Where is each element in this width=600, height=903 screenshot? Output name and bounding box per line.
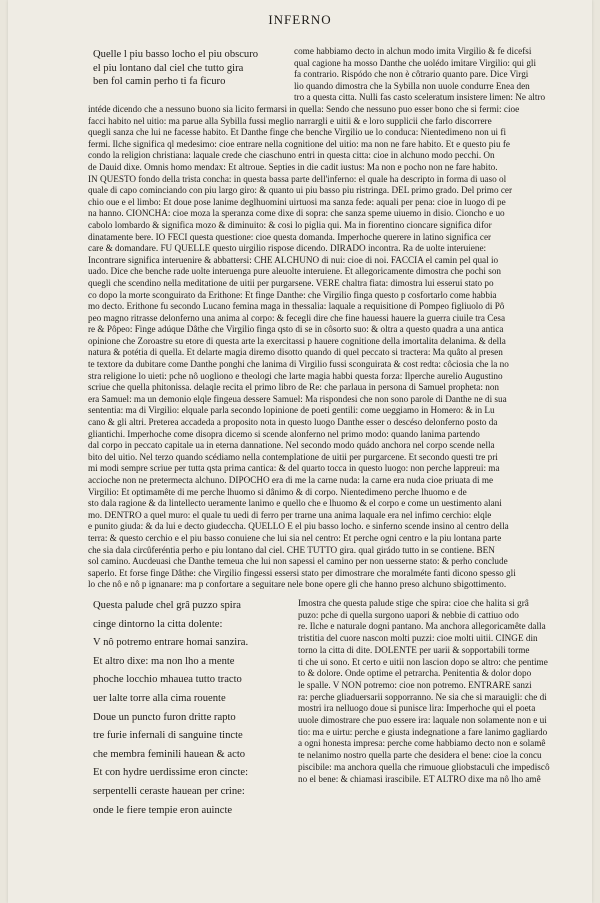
commentary-top xyxy=(294,46,570,104)
commentary-line: intéde dicendo che a nessuno buono sia licito fermarsi in quella: Sendo che nessuno puo esser bono che si fermi: cioe xyxy=(88,104,520,114)
verse-top xyxy=(93,48,291,89)
commentary-line: Imostra che questa palude stige che spira: cioe che halita si grâ xyxy=(298,598,529,608)
commentary-line: condo la religion christiana: laquale crede che ciaschuno entri in questa citta: cioe in alchuno modo pecchi. On xyxy=(88,150,495,161)
verse-line: onde le fiere tempie eron auincte xyxy=(93,804,233,816)
commentary-line: che sia dala circûferéntia perho e piu lontano dal ciel. CHE TUTTO gira. qual girádo tutto in se contiene. BEN xyxy=(88,544,495,555)
commentary-line: qual cagione ha mosso Danthe che uolédo imitare Virgilio: qui gli xyxy=(294,57,537,68)
commentary-line: fa contrario. Rispódo che non è côtrario quanto pare. Dice Virgi xyxy=(294,69,529,80)
commentary-line: puzo: pche di quella surgono uapori & nebbie di cattiuo odo xyxy=(298,609,519,620)
commentary-line: ti che ui sono. Et certo e uitii non lascion dopo se altro: che pentime xyxy=(298,656,548,667)
commentary-line: era Samuel: ma un demonio elqle fingeua dessere Samuel: Ma rispondesi che non sono parole di Danthe ne di sua xyxy=(88,393,507,404)
commentary-line: scriue che quella phitonissa. delaqle recita el primo libro de Re: che parlaua in persona di Samuel propheta: non xyxy=(88,382,500,393)
commentary-line: na hanno. CIONCHA: cioe moza la speranza come dixe di sopra: che sanza speme uiuemo in disio. Cioncho e uo xyxy=(88,208,505,219)
verse-line: Questa palude chel grâ puzzo spira xyxy=(93,600,241,611)
commentary-line: a ogni honesta impresa: perche come habbiamo decto non e solamê xyxy=(298,738,546,749)
verse-line: Et altro dixe: ma non lho a mente xyxy=(93,655,235,667)
commentary-line: peo magno ritrasse delonferno una anima al corpo: & fecegli dire che fine hauessi hauere la guerra ciuile tra Cesa xyxy=(88,312,506,323)
commentary-line: facci habito nel uitio: ma parue alla Sybilla fussi meglio narrargli e uitii & e loro supplicii che farlo discorrere xyxy=(88,115,492,126)
running-head: INFERNO xyxy=(268,12,332,27)
verse-bottom xyxy=(93,597,298,820)
commentary-line: come habbiamo decto in alchun modo imita Virgilio & fe dicefsi xyxy=(294,46,532,56)
commentary-line: uuole dimostrare che puo essere ira: laquale non solamente non e ui xyxy=(298,715,547,726)
verse-line: che membra feminili hauean & acto xyxy=(93,748,246,760)
commentary-line: terra: & questo cerchio e el piu basso conuiene che lui sia nel centro: Et perche ogni centro e la piu lontana parte xyxy=(88,532,502,543)
commentary-line: quegli sanza che lui ne facesse habito. Et Danthe finge che benche Virgilio ue lo conduca: Nientedimeno non ui fi xyxy=(88,127,507,138)
commentary-line: accioche non ne pretermecta alchuno. DIPOCHO era di me la carne nuda: la carne era nuda cioe priuata di me xyxy=(88,475,494,485)
commentary-line: dal corpo in peccato capitale ua in eterna dannatione. Nel secondo modo quádo anchora nel corpo scende nella xyxy=(88,440,495,451)
commentary-line: saperlo. Et forse finge Dâthe: che Virgilio fingessi essersi stato per dimostrare che moralméte fanti dicono spesso gli xyxy=(88,567,516,578)
commentary-line: mo. DENTRO a quel muro: el quale tu uedi di ferro per trarne una anima laquale era nel infimo cerchio: elqle xyxy=(88,509,492,520)
commentary-line: mo decto. Erithone fu secondo Lucano femina maga in thessalia: laquale a requisitione di Pompeo figliuolo di Pô xyxy=(88,301,505,312)
commentary-line: mi modi sempre scriue per tutta qsta prima cantica: & del quarto tocca in questo luogo: non perche lappreui: ma xyxy=(88,463,500,474)
commentary-line: te textore da dubitare come Danthe ponghi che lanima di Virgilio fussi sconguirata & cost redta: côciosia che la no xyxy=(88,359,509,370)
commentary-line: re & Pôpeo: Finge adúque Dâthe che Virgilio finga qsto di se in côsorto suo: & oltra a questo quadra a una antica xyxy=(88,324,504,335)
commentary-line: stra religione lo uieti: pche nô uogliono e theologi che larte magia habbi questa forza: Ilperche aurelio Augustino xyxy=(88,370,503,381)
commentary-line: fermi. Ilche significa ql medesimo: cioe entrare nella cognitione del uitio: ma non ne fare habito. Et e questo piu fe xyxy=(88,138,510,149)
commentary-line: no el bene: & chiamasi irascibile. ET ALTRO dixe ma nô lho amê xyxy=(298,773,541,784)
commentary-line: te nelanimo nostro quella parte che desidera el bene: cioe la concu xyxy=(298,750,542,761)
commentary-line: cabolo lombardo & significa mozo & diminuito: & cosi lo piglia qui. Ma in fiorentino cioncare significa difor xyxy=(88,219,492,230)
commentary-line: sto dala ragione & da lintellecto ueramente lanimo e quello che e lhuomo & el corpo e come un uestimento alani xyxy=(88,498,502,509)
commentary-line: ra: perche gliaduersarii sopporranno. Ne sia che si marauigli: che di xyxy=(298,691,547,702)
verse-line: Doue un puncto furon dritte rapto xyxy=(93,711,236,723)
commentary-line: tristitia del cuore nascon molti puzzi: cioe molti uitii. CINGE din xyxy=(298,633,538,644)
commentary-line: bito del uitio. Nel terzo quando scédiamo nella contemplatione de uitii per purgarcene. Et secondo questi tre pri xyxy=(88,451,498,462)
verse-line: phoche locchio mhauea tutto tracto xyxy=(93,674,242,686)
commentary-line: Virgilio: Et optimamête di me perche lhuomo si dânimo & di corpo. Nientedimeno perche lhuomo e de xyxy=(88,486,467,497)
verse-line: cinge dintorno la citta dolente: xyxy=(93,618,223,630)
commentary-line: care & domandare. FU QUELLE questo uirgilio rispose dicendo. DIRADO incontra. Ra de uolte interuiene: xyxy=(88,243,487,254)
verse-line: Et con hydre uerdissime eron cincte: xyxy=(93,767,249,779)
commentary-line: gliantichi. Imperhoche come disopra dicemo si scende alonferno nel primo modo: quando lanima partendo xyxy=(88,428,480,439)
commentary-line: Incontrare significa interuenire & abbattersi: CHE ALCHUNO di nui: cioe di noi. FACCIA el camin pel qual io xyxy=(88,254,499,265)
commentary-line: piscibile: ma anchora quella che rimuoue gliobstaculi che impediscô xyxy=(298,761,550,772)
commentary-line: chio oue e el limbo: Et doue pose lanime deglhuomini uirtuosi ma sanza fede: aquali per pena: cioe in luogo di pe xyxy=(88,196,506,207)
commentary-line: lio quando dimostra che la Sybilla non uuole condurre Enea den xyxy=(294,80,530,91)
commentary-line: le spalle. V NON potremo: cioe non potremo. ENTRARE sanzi xyxy=(298,679,532,690)
commentary-line: uado. Dice che benche rade uolte interuenga pure aleuolte interuiene. Et allegoricamente dimostra che pochi son xyxy=(88,266,502,277)
commentary-line: co dopo la morte sconguirato da Erithone: Et finge Danthe: che Virgilio finga questo p cosfortarlo come habbia xyxy=(88,289,497,300)
commentary-line: de Dauid dixe. Omnis homo mendax: Et altroue. Septies in die cadit iustus: Ma non e pocho non ne fare habito. xyxy=(88,161,498,172)
commentary-line: natura & potétia di quella. Et delarte magia diremo disotto quando di quel peccato si tractera: Ma quâto al presen xyxy=(88,347,503,358)
commentary-line: dinatamente bere. IO FECI questa questione: cioe questa domanda. Imperhoche querere in latino significa cer xyxy=(88,231,492,242)
commentary-line: mostri ira nelluogo doue si punisce lira: Imperhoche qui el poeta xyxy=(298,703,536,714)
commentary-line: cano & gli altri. Preterea accadeda a proposito nota in questo luogo Danthe esser o descéso delonferno posto da xyxy=(88,417,498,428)
commentary-line: torno la citta di dite. DOLENTE per uarii & sopportabili torme xyxy=(298,644,530,655)
commentary-line: sententia: ma di Virgilio: elquale parla secondo lopinione de poeti gentili: come ueggiamo in Homero: & in Lu xyxy=(88,405,495,416)
verse-line: V nô potremo entrare homai sanzira. xyxy=(93,637,249,649)
verse-line: tre furie infernali di sanguine tincte xyxy=(93,730,243,742)
commentary-bottom xyxy=(298,598,570,785)
commentary-line: quegli che scendino nella meditatione de uitii per purgarsene. VERE chaltra fiata: dimostra lui esserui stato po xyxy=(88,277,494,288)
book-page xyxy=(8,0,592,903)
verse-line: uer lalte torre alla cima rouente xyxy=(93,692,226,704)
commentary-line: tro a questa citta. Nulli fas casto sceleratum insistere limen: Ne altro xyxy=(294,92,546,103)
commentary-line: sol camino. Aucdeuasi che Danthe temeua che lui non sapessi el camino per non uesserne stato: & perho conclude xyxy=(88,556,508,567)
commentary-line: opinione che Zoroastre su etore di questa arte la exercitassi p hauere cognitione della imortalita delanima. & della xyxy=(88,335,506,346)
verse-line: serpentelli ceraste hauean per crine: xyxy=(93,785,245,797)
verse-line: el piu lontano dal ciel che tutto gira xyxy=(93,62,244,74)
commentary-line: tio: ma e uirtu: perche e giusta indegnatione a fare lanimo gagliardo xyxy=(298,726,548,737)
commentary-line: quale di capo cominciando con piu largo giro: & quanto ui piu basso piu ristringa. DEL primo grado. Del primo cer xyxy=(88,185,513,196)
commentary-full xyxy=(88,104,568,591)
verse-line: Quelle l piu basso locho el piu obscuro xyxy=(93,49,259,60)
commentary-line: to & dolore. Onde optime el petrarcha. Penitentia & dolor dopo xyxy=(298,668,532,679)
verse-line: ben fol camin perho ti fa ficuro xyxy=(93,76,226,88)
commentary-line: e punito giuda: & da lui e decto giudeccha. QUELLO E el piu basso locho. e sinferno scende insino al centro della xyxy=(88,521,509,532)
commentary-line: IN QUESTO fondo della trista concha: in questa bassa parte dell'inferno: el quale ha descripto in forma di uaso ol xyxy=(88,173,507,184)
commentary-line: re. Ilche e naturale dogni pantano. Ma anchora allegoricamête dalla xyxy=(298,621,546,632)
commentary-line: lo che nô e nô p ignanare: ma p confortare a seguitare nele bone opere gli che hanno preso alchuno sbigottimento. xyxy=(88,579,507,590)
